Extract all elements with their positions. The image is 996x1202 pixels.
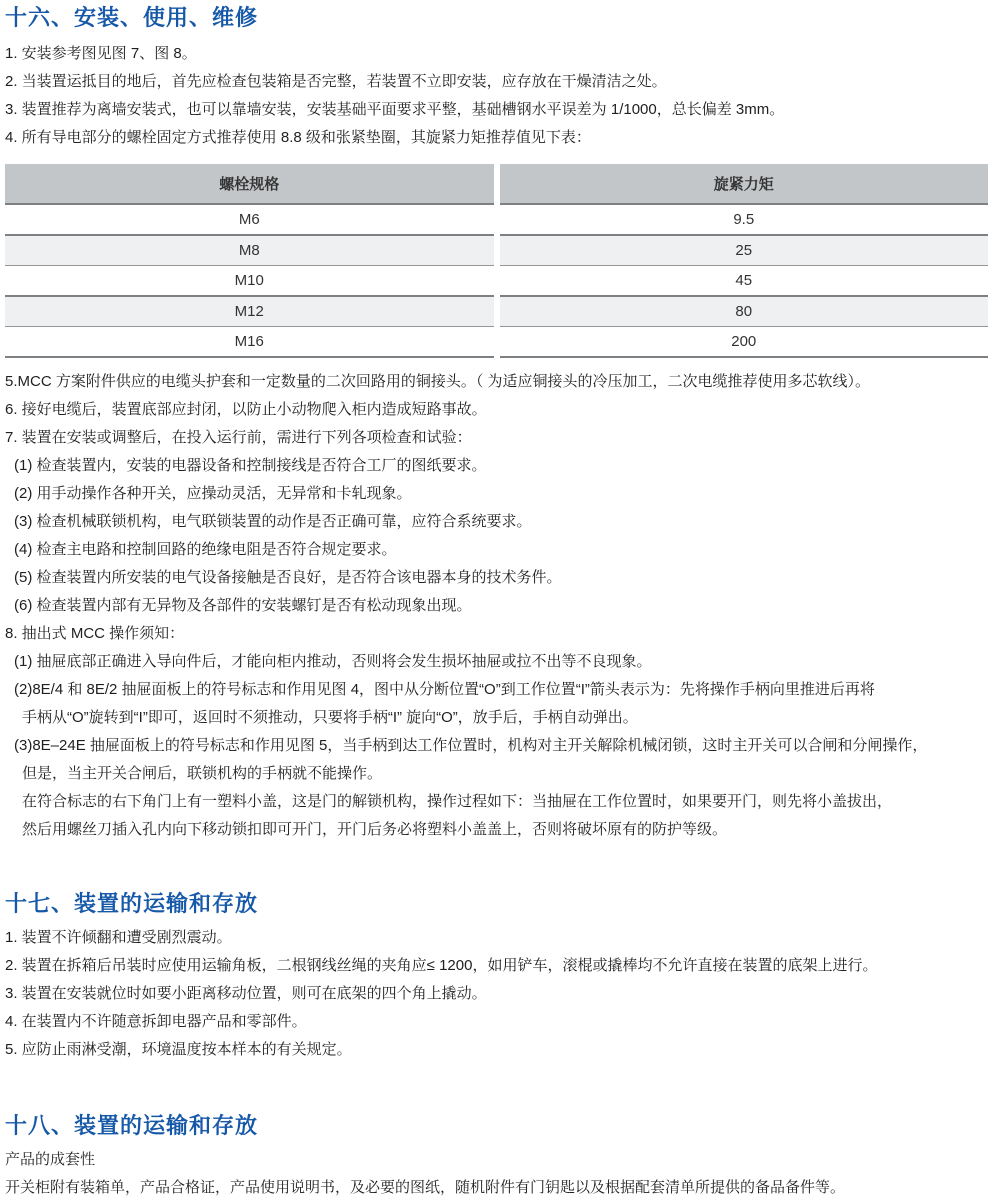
- install-step: 7. 装置在安装或调整后，在投入运行前，需进行下列各项检查和试验：: [5, 429, 472, 446]
- torque-value-column: [500, 164, 989, 358]
- mcc-sub-step: (3)8E–24E 抽屉面板上的符号标志和作用见图 5，当手柄到达工作位置时，机构对主开关解除机械闭锁，这时主开关可以合闸和分闸操作，: [14, 737, 928, 754]
- install-step: 2. 当装置运抵目的地后，首先应检查包装箱是否完整，若装置不立即安装，应存放在干燥清洁之处。: [5, 73, 667, 90]
- torque-cell: 200: [731, 333, 757, 350]
- install-step: 4. 所有导电部分的螺栓固定方式推荐使用 8.8 级和张紧垫圈，其旋紧力矩推荐值见下表：: [5, 129, 591, 146]
- table-row: [5, 266, 494, 297]
- table-row: [5, 204, 494, 235]
- check-sub-step: (6) 检查装置内部有无异物及各部件的安装螺钉是否有松动现象出现。: [14, 597, 472, 614]
- table-header-torque: 旋紧力矩: [500, 164, 989, 204]
- spec-cell: M12: [234, 303, 264, 320]
- install-step: 6. 接好电缆后，装置底部应封闭，以防止小动物爬入柜内造成短路事故。: [5, 401, 487, 418]
- mcc-sub-step: (2)8E/4 和 8E/2 抽屉面板上的符号标志和作用见图 4，图中从分断位置“O”到工作位置“I”箭头表示为：先将操作手柄向里推进后再将: [14, 681, 875, 698]
- torque-cell: 80: [735, 303, 753, 320]
- mcc-continuation: 但是，当主开关合闸后，联锁机构的手柄就不能操作。: [22, 765, 383, 782]
- torque-cell: 45: [735, 272, 753, 289]
- transport-step: 1. 装置不许倾翻和遭受剧烈震动。: [5, 929, 232, 946]
- install-step: 1. 安装参考图见图 7、图 8。: [5, 45, 197, 62]
- spec-cell: M10: [234, 272, 264, 289]
- check-sub-step: (1) 检查装置内，安装的电器设备和控制接线是否符合工厂的图纸要求。: [14, 457, 487, 474]
- bolt-spec-column: [5, 164, 494, 358]
- table-row: [500, 266, 989, 297]
- table-row: [500, 327, 989, 358]
- transport-step: 3. 装置在安装就位时如要小距离移动位置，则可在底架的四个角上撬动。: [5, 985, 487, 1002]
- torque-cell: 25: [735, 242, 753, 259]
- section17-title: 十七、装置的运输和存放: [5, 891, 259, 916]
- check-sub-step: (4) 检查主电路和控制回路的绝缘电阻是否符合规定要求。: [14, 541, 397, 558]
- table-header-spec: 螺栓规格: [5, 164, 494, 204]
- mcc-continuation: 然后用螺丝刀插入孔内向下移动锁扣即可开门，开门后务必将塑料小盖盖上，否则将破坏原有的防护等级。: [22, 821, 728, 838]
- spec-cell: M6: [238, 211, 260, 228]
- check-sub-step: (5) 检查装置内所安装的电气设备接触是否良好，是否符合该电器本身的技术务件。: [14, 569, 562, 586]
- torque-cell: 9.5: [733, 211, 755, 228]
- table-row: [5, 296, 494, 327]
- table-row: [5, 235, 494, 266]
- check-sub-step: (2) 用手动操作各种开关，应操动灵活，无异常和卡轧现象。: [14, 485, 412, 502]
- mcc-sub-step: (1) 抽屉底部正确进入导向件后，才能向柜内推动，否则将会发生损坏抽屉或拉不出等不良现象。: [14, 653, 652, 670]
- section18-body: [5, 1146, 988, 1202]
- transport-step: 2. 装置在拆箱后吊装时应使用运输角板，二根钢线丝绳的夹角应≤ 1200，如用铲车，滚棍或撬棒均不允许直接在装置的底架上进行。: [5, 957, 878, 974]
- bolt-torque-table: [5, 164, 988, 358]
- table-row: [500, 235, 989, 266]
- section18-title: 十八、装置的运输和存放: [5, 1113, 259, 1138]
- completeness-subtitle: 产品的成套性: [5, 1151, 96, 1168]
- mcc-continuation: 手柄从“O”旋转到“I”即可，返回时不须推动，只要将手柄“I” 旋向“O”，放手后，手柄自动弹出。: [22, 709, 638, 726]
- section16-title: 十六、安装、使用、维修: [5, 5, 259, 30]
- section17-steps: [5, 924, 988, 1064]
- transport-step: 4. 在装置内不许随意拆卸电器产品和零部件。: [5, 1013, 307, 1030]
- mcc-continuation: 在符合标志的右下角门上有一塑料小盖，这是门的解锁机构，操作过程如下：当抽屉在工作位置时，如果要开门，则先将小盖拔出，: [22, 793, 893, 810]
- transport-step: 5. 应防止雨淋受潮，环境温度按本样本的有关规定。: [5, 1041, 352, 1058]
- install-step: 8. 抽出式 MCC 操作须知：: [5, 625, 185, 642]
- install-step: 5.MCC 方案附件供应的电缆头护套和一定数量的二次回路用的铜接头。（ 为适应铜接头的冷压加工，二次电缆推荐使用多芯软线）。: [5, 373, 871, 390]
- spec-cell: M8: [238, 242, 260, 259]
- check-sub-step: (3) 检查机械联锁机构，电气联锁装置的动作是否正确可靠，应符合系统要求。: [14, 513, 532, 530]
- table-row: [5, 327, 494, 358]
- section16-detail-steps: [5, 368, 988, 844]
- section16-intro-steps: [5, 40, 988, 152]
- completeness-text: 开关柜附有装箱单，产品合格证，产品使用说明书，及必要的图纸，随机附件有门钥匙以及根据配套清单所提供的备品备件等。: [5, 1179, 846, 1196]
- table-row: [500, 296, 989, 327]
- table-row: [500, 204, 989, 235]
- spec-cell: M16: [234, 333, 264, 350]
- install-step: 3. 装置推荐为离墙安装式，也可以靠墙安装，安装基础平面要求平整，基础槽钢水平误差为 1/1000，总长偏差 3mm。: [5, 101, 785, 118]
